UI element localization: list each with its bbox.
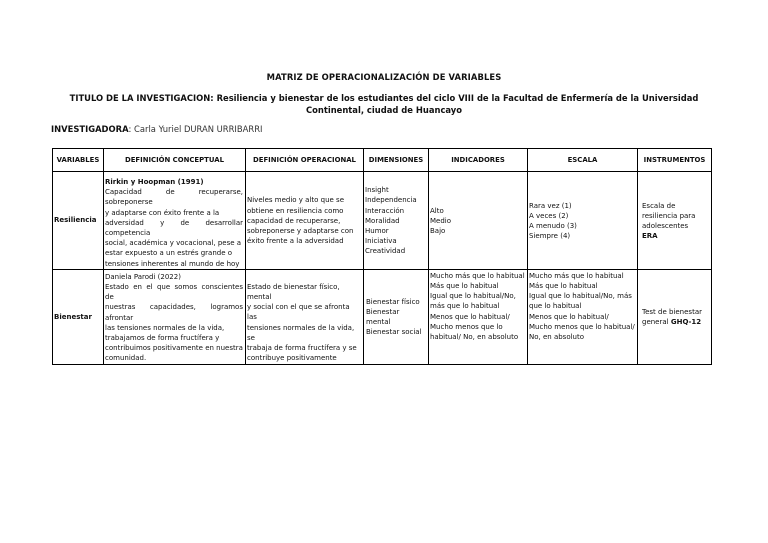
document-title: MATRIZ DE OPERACIONALIZACIÓN DE VARIABLES — [266, 72, 502, 82]
dimension-item: Creatividad — [365, 247, 406, 256]
investigator-name: Carla Yuriel DURAN URRIBARRI — [131, 124, 263, 134]
conceptual-author: Rirkin y Hoopman (1991) — [105, 178, 204, 186]
text-line: obtiene en resiliencia como — [247, 206, 344, 215]
header-instruments: INSTRUMENTOS — [638, 149, 712, 172]
indicator-item: Menos que lo habitual/ — [430, 312, 510, 321]
indicator-item: Mucho más que lo habitual — [430, 271, 525, 280]
scale-item: Menos que lo habitual/ — [529, 312, 609, 321]
scale-cell — [528, 172, 638, 270]
scale-item: Igual que lo habitual/No, más — [529, 292, 632, 301]
dimensions-cell — [364, 172, 429, 270]
instrument-cell — [638, 269, 712, 364]
dimension-item: Humor — [365, 227, 389, 236]
header-conceptual: DEFINICIÓN CONCEPTUAL — [104, 149, 246, 172]
text-line — [642, 317, 709, 327]
investigator-line — [51, 124, 263, 134]
text-line: tensiones inherentes al mundo de hoy — [105, 259, 240, 268]
instrument-text: general — [642, 318, 671, 327]
indicator-item: Medio — [430, 216, 452, 225]
text-line: adversidad y de desarrollar competencia — [105, 218, 243, 238]
text-line: y adaptarse con éxito frente a la — [105, 208, 220, 217]
scale-item: Mucho más que lo habitual — [529, 271, 624, 280]
text-line: y social con el que se afronta las — [247, 303, 350, 322]
investigator-label: INVESTIGADORA — [51, 124, 129, 134]
conceptual-cell — [104, 269, 246, 364]
indicator-item: habitual/ No, en absoluto — [430, 333, 519, 342]
text-line: sobreponerse y adaptarse con — [247, 227, 354, 236]
instrument-code: ERA — [642, 232, 658, 241]
indicator-item: Más que lo habitual — [430, 282, 499, 291]
text-line: trabaja de forma fructífera y se — [247, 344, 357, 353]
indicator-item: Igual que lo habitual/No, — [430, 292, 516, 301]
header-row — [53, 149, 712, 172]
text-line: éxito frente a la adversidad — [247, 237, 344, 246]
table-row — [53, 269, 712, 364]
text-line: Test de bienestar — [642, 308, 702, 317]
text-line: Capacidad de recuperarse, sobreponerse — [105, 188, 243, 207]
variable-cell: Resiliencia — [53, 172, 104, 270]
dimension-item: Independencia — [365, 196, 417, 205]
indicator-item: Bajo — [430, 227, 446, 236]
indicators-cell — [429, 172, 528, 270]
indicator-item: Alto — [430, 206, 444, 215]
operational-cell — [246, 269, 364, 364]
investigator-separator: : — [128, 124, 132, 134]
scale-item: Mucho menos que lo habitual/ — [529, 322, 635, 331]
header-variables: VARIABLES — [53, 149, 104, 172]
indicators-cell — [429, 269, 528, 364]
scale-item: Siempre (4) — [529, 232, 571, 241]
operational-cell — [246, 172, 364, 270]
dimension-item: mental — [366, 318, 391, 327]
scale-item: No, en absoluto — [529, 333, 585, 342]
table-row — [53, 172, 712, 270]
text-line: capacidad de recuperarse, — [247, 216, 341, 225]
dimension-item: Moralidad — [365, 216, 400, 225]
text-line: Estado de bienestar físico, mental — [247, 282, 340, 302]
scale-item: A veces (2) — [529, 211, 569, 220]
text-line: Escala de — [642, 201, 676, 210]
dimension-item: Iniciativa — [365, 237, 397, 246]
text-line: estar expuesto a un estrés grande o — [105, 249, 233, 258]
text-line: Estado en el que somos conscientes de — [105, 283, 243, 302]
operationalization-matrix — [52, 148, 712, 365]
indicator-item: más que lo habitual — [430, 302, 500, 311]
header-operational: DEFINICIÓN OPERACIONAL — [246, 149, 364, 172]
conceptual-cell — [104, 172, 246, 270]
header-dimensions: DIMENSIONES — [364, 149, 429, 172]
scale-item: que lo habitual — [529, 302, 582, 311]
text-line: resiliencia para — [642, 211, 696, 220]
variable-cell: Bienestar — [53, 269, 104, 364]
dimensions-cell — [364, 269, 429, 364]
scale-item: Rara vez (1) — [529, 201, 572, 210]
scale-item: Más que lo habitual — [529, 282, 598, 291]
indicator-item: Mucho menos que lo — [430, 322, 503, 331]
text-line: nuestras capacidades, logramos afrontar — [105, 303, 243, 322]
header-indicators: INDICADORES — [429, 149, 528, 172]
text-line: adolescentes — [642, 221, 689, 230]
text-line: social, académica y vocacional, pese a — [105, 239, 242, 248]
instrument-code: GHQ-12 — [670, 318, 702, 327]
dimension-item: Interacción — [365, 206, 405, 215]
dimension-item: Bienestar social — [366, 328, 422, 337]
research-title: TITULO DE LA INVESTIGACION: Resiliencia y bienestar de los estudiantes del ciclo VIII de la Facultad de Enfermería de la Universidad Continental, ciudad de Huancayo — [69, 93, 699, 115]
text-line: contribuimos positivamente en nuestra — [105, 344, 243, 353]
text-line: las tensiones normales de la vida, — [105, 323, 225, 332]
dimension-item: Bienestar — [366, 308, 400, 317]
scale-item: A menudo (3) — [529, 221, 577, 230]
scale-cell — [528, 269, 638, 364]
text-line: tensiones normales de la vida, se — [247, 323, 355, 342]
text-line: contribuye positivamente — [247, 354, 337, 363]
dimension-item: Bienestar físico — [366, 297, 420, 306]
text-line: trabajamos de forma fructífera y — [105, 334, 220, 343]
text-line: Niveles medio y alto que se — [247, 196, 344, 205]
dimension-item: Insight — [365, 186, 389, 195]
conceptual-author: Daniela Parodi (2022) — [105, 272, 181, 281]
instrument-cell — [638, 172, 712, 270]
header-scale: ESCALA — [528, 149, 638, 172]
text-line: comunidad. — [105, 354, 147, 363]
